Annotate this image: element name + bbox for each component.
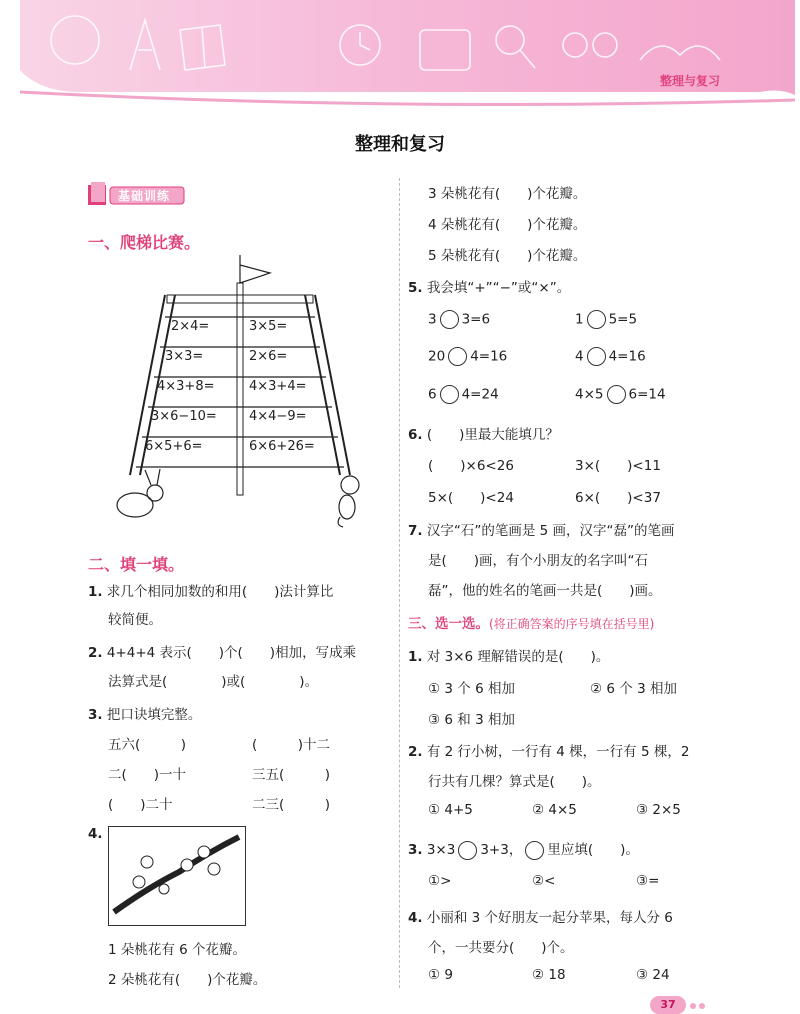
header-banner xyxy=(20,0,795,110)
compare-circle-ref xyxy=(525,841,544,860)
q5-item-4 xyxy=(575,347,646,366)
banner-background xyxy=(20,0,795,110)
q6-3: 5×( )<24 xyxy=(428,490,514,506)
page-number: 37 xyxy=(650,996,686,1014)
rabbit-icon xyxy=(117,469,163,517)
p2-q1-line2: 较简便。 xyxy=(108,612,162,628)
p2-q3 xyxy=(88,703,201,723)
operator-circle[interactable] xyxy=(440,310,459,329)
q5-2b: 5=5 xyxy=(608,311,638,328)
p3-q3 xyxy=(408,838,639,860)
p3-q2 xyxy=(408,740,689,760)
p2-q3-r3b: 二三( ) xyxy=(252,797,331,813)
q5-item-6 xyxy=(575,385,666,404)
page-title: 整理和复习 xyxy=(355,134,445,155)
basic-training-badge xyxy=(88,182,188,212)
p2-q4-line3: 3 朵桃花有( )个花瓣。 xyxy=(428,186,587,202)
p3-q4-opt3[interactable]: ③ 24 xyxy=(636,967,670,983)
p3-q2-opt1[interactable]: ① 4+5 xyxy=(428,802,473,818)
q6 xyxy=(408,423,559,443)
p3-q2-opt3[interactable]: ③ 2×5 xyxy=(636,802,681,818)
q6-4: 6×( )<37 xyxy=(575,490,661,506)
p2-q3-r3a: ( )二十 xyxy=(108,797,173,813)
p2-q4-line2: 2 朵桃花有( )个花瓣。 xyxy=(108,972,267,988)
q6-1: ( )×6<26 xyxy=(428,458,514,474)
ladder-left-2: 3×3= xyxy=(165,349,204,364)
q5-4a: 4 xyxy=(575,348,584,365)
p3-q4-opt2[interactable]: ② 18 xyxy=(532,967,566,983)
footer-dot xyxy=(690,1003,696,1009)
q7-line3: 磊”，他的姓名的笔画一共是( )画。 xyxy=(428,583,662,599)
q5-1b: 3=6 xyxy=(461,311,491,328)
p2-q2-line1: 4+4+4 表示( )个( )相加，写成乘 xyxy=(106,645,357,661)
part2-heading: 二、填一填。 xyxy=(88,555,185,574)
p2-q4-line4: 4 朵桃花有( )个花瓣。 xyxy=(428,217,587,233)
q5-3a: 20 xyxy=(428,348,446,365)
q5 xyxy=(408,276,570,296)
q5-text: 我会填“+”“−”或“×”。 xyxy=(426,280,571,296)
q5-5a: 6 xyxy=(428,386,437,403)
p2-q1-num: 1. xyxy=(88,584,103,600)
p2-q3-r2b: 三五( ) xyxy=(252,767,331,783)
flag-icon xyxy=(240,255,270,283)
ladder-left-1: 2×4= xyxy=(171,319,210,334)
p2-q2 xyxy=(88,641,356,661)
q7-num: 7. xyxy=(408,523,423,539)
p2-q3-r1a: 五六( ) xyxy=(108,737,187,753)
section-tag: 整理与复习 xyxy=(659,74,720,88)
column-divider xyxy=(399,178,400,988)
p3-q3-num: 3. xyxy=(408,842,423,858)
ladder-right-1: 3×5= xyxy=(249,319,288,334)
ladder-right-4: 4×4−9= xyxy=(249,409,307,424)
p2-q4-num: 4. xyxy=(88,826,103,842)
p2-q4-line1: 1 朵桃花有 6 个花瓣。 xyxy=(108,942,247,958)
ladder-right-2: 2×6= xyxy=(249,349,288,364)
part1-heading: 一、爬梯比赛。 xyxy=(88,233,201,252)
compare-circle[interactable] xyxy=(458,841,477,860)
q5-item-1 xyxy=(428,310,490,329)
part3-heading-row xyxy=(408,612,654,632)
operator-circle[interactable] xyxy=(607,385,626,404)
q7 xyxy=(408,519,674,539)
p3-q3-mid: 3+3， xyxy=(480,842,523,858)
operator-circle[interactable] xyxy=(440,385,459,404)
p3-q4-opt1[interactable]: ① 9 xyxy=(428,967,453,983)
badge-label: 基础训练 xyxy=(118,189,171,203)
p2-q3-r1b: ( )十二 xyxy=(252,737,331,753)
p2-q3-text: 把口诀填完整。 xyxy=(106,707,202,723)
operator-circle[interactable] xyxy=(448,347,467,366)
p2-q2-line2: 法算式是( )或( )。 xyxy=(108,674,319,690)
p3-q2-line1: 有 2 行小树，一行有 4 棵，一行有 5 棵，2 xyxy=(426,744,690,760)
p3-q3-opt2[interactable]: ②< xyxy=(532,873,556,889)
q6-text: ( )里最大能填几？ xyxy=(426,427,559,443)
ladder-right-3: 4×3+4= xyxy=(249,379,307,394)
part3-heading: 三、选一选。 xyxy=(408,616,489,632)
footer-dot xyxy=(699,1003,705,1009)
q5-6a: 4×5 xyxy=(575,386,604,403)
p2-q3-num: 3. xyxy=(88,707,103,723)
p2-q1 xyxy=(88,580,333,600)
p3-q1 xyxy=(408,645,609,665)
p3-q1-num: 1. xyxy=(408,649,423,665)
q5-5b: 4=24 xyxy=(461,386,499,403)
q7-line2: 是( )画，有个小朋友的名字叫“石 xyxy=(428,553,649,569)
p3-q2-num: 2. xyxy=(408,744,423,760)
p3-q3-post: 里应填( )。 xyxy=(547,842,639,858)
ladder-figure xyxy=(105,255,365,530)
q5-1a: 3 xyxy=(428,311,437,328)
p2-q2-num: 2. xyxy=(88,645,103,661)
q5-item-2 xyxy=(575,310,637,329)
q5-item-5 xyxy=(428,385,499,404)
monkey-icon xyxy=(338,476,359,527)
p3-q1-opt3[interactable]: ③ 6 和 3 相加 xyxy=(428,712,515,728)
ladder-right-5: 6×6+26= xyxy=(249,439,315,454)
operator-circle[interactable] xyxy=(587,347,606,366)
p3-q1-opt1[interactable]: ① 3 个 6 相加 xyxy=(428,681,515,697)
p3-q4-num: 4. xyxy=(408,910,423,926)
p3-q2-line2: 行共有几棵？算式是( )。 xyxy=(428,774,601,790)
q5-item-3 xyxy=(428,347,507,366)
q5-6b: 6=14 xyxy=(628,386,666,403)
p3-q1-text: 对 3×6 理解错误的是( )。 xyxy=(426,649,610,665)
p2-q4-line5: 5 朵桃花有( )个花瓣。 xyxy=(428,248,587,264)
p3-q4-line2: 个，一共要分( )个。 xyxy=(428,940,574,956)
q5-3b: 4=16 xyxy=(470,348,508,365)
p3-q3-pre: 3×3 xyxy=(426,842,456,858)
q5-num: 5. xyxy=(408,280,423,296)
p3-q1-opt2[interactable]: ② 6 个 3 相加 xyxy=(590,681,677,697)
ladder-left-5: 6×5+6= xyxy=(145,439,203,454)
p3-q3-opt3[interactable]: ③= xyxy=(636,873,660,889)
p2-q3-r2a: 二( )一十 xyxy=(108,767,187,783)
p3-q4-line1: 小丽和 3 个好朋友一起分苹果，每人分 6 xyxy=(426,910,673,926)
ladder-left-4: 3×6−10= xyxy=(151,409,217,424)
p3-q2-opt2[interactable]: ② 4×5 xyxy=(532,802,577,818)
q7-line1: 汉字“石”的笔画是 5 画，汉字“磊”的笔画 xyxy=(426,523,675,539)
q5-4b: 4=16 xyxy=(608,348,646,365)
q6-2: 3×( )<11 xyxy=(575,458,661,474)
peach-blossom-picture xyxy=(108,826,246,926)
p3-q3-opt1[interactable]: ①> xyxy=(428,873,452,889)
q6-num: 6. xyxy=(408,427,423,443)
p2-q1-line1: 求几个相同加数的和用( )法计算比 xyxy=(106,584,334,600)
ladder-left-3: 4×3+8= xyxy=(157,379,215,394)
q5-2a: 1 xyxy=(575,311,584,328)
part3-note: (将正确答案的序号填在括号里) xyxy=(489,617,655,631)
p3-q4 xyxy=(408,906,673,926)
operator-circle[interactable] xyxy=(587,310,606,329)
